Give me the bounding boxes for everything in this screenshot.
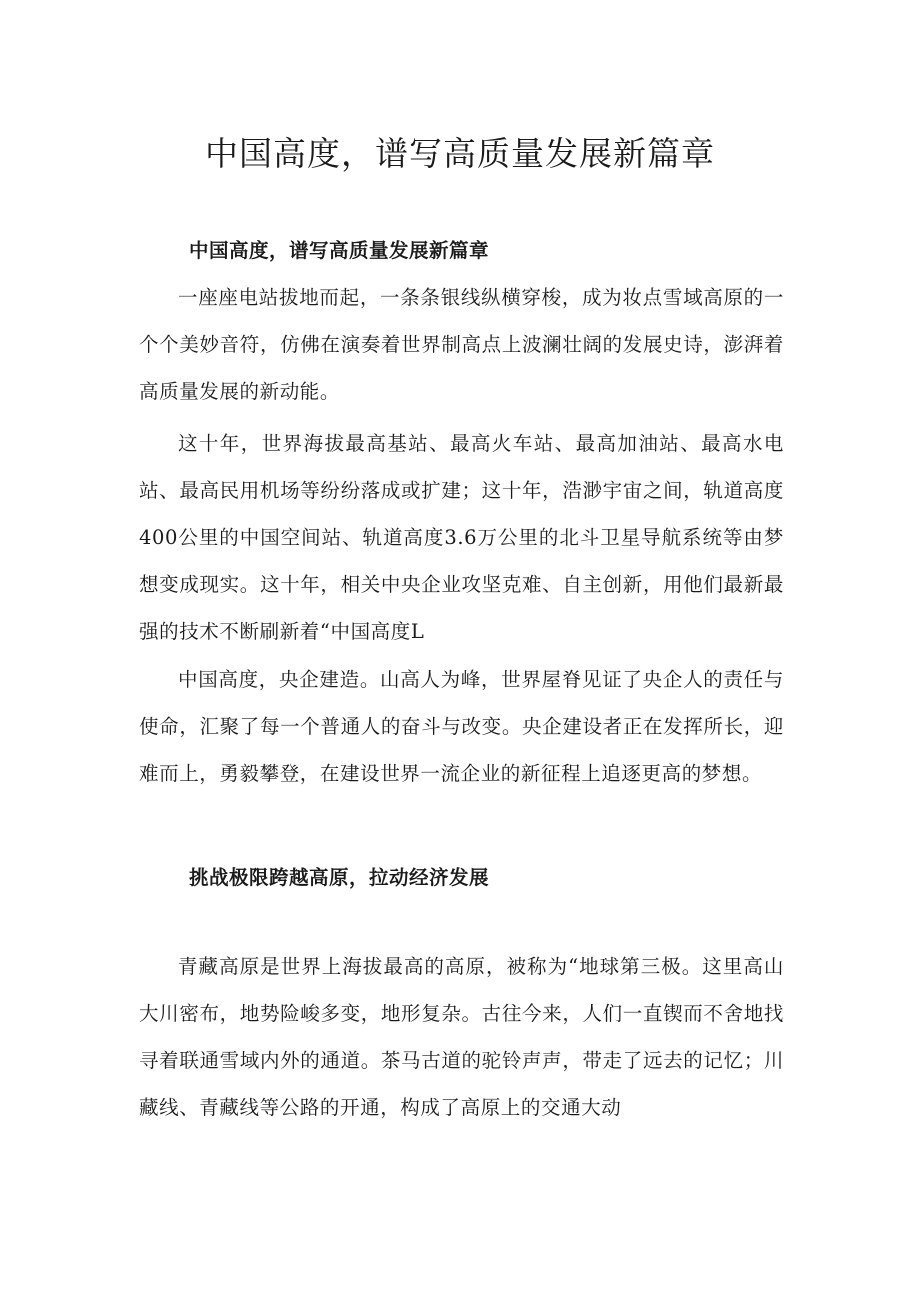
paragraph: 青藏高原是世界上海拔最高的高原，被称为“地球第三极。这里高山大川密布，地势险峻多变，地形复杂。古往今来，人们一直锲而不舍地找寻着联通雪域内外的通道。茶马古道的驼铃声声，带走了远去的记忆；川藏线、青藏线等公路的开通，构成了高原上的交通大动 [139,955,784,1119]
paragraph: 一座座电站拔地而起，一条条银线纵横穿梭，成为妆点雪域高原的一个个美妙音符，仿佛在演奏着世界制高点上波澜壮阔的发展史诗，澎湃着高质量发展的新动能。 [139,286,784,403]
section-heading: 挑战极限跨越高原，拉动经济发展 [189,866,490,889]
document-title: 中国高度，谱写高质量发展新篇章 [205,134,715,173]
section-heading: 中国高度，谱写高质量发展新篇章 [189,239,490,262]
paragraph: 中国高度，央企建造。山高人为峰，世界屋脊见证了央企人的责任与使命，汇聚了每一个普通人的奋斗与改变。央企建设者正在发挥所长，迎难而上，勇毅攀登，在建设世界一流企业的新征程上追逐更高的梦想。 [139,668,784,785]
paragraph: 这十年，世界海拔最高基站、最高火车站、最高加油站、最高水电站、最高民用机场等纷纷落成或扩建；这十年，浩渺宇宙之间，轨道高度400公里的中国空间站、轨道高度3.6万公里的北斗卫星导航系统等由梦想变成现实。这十年，相关中央企业攻坚克难、自主创新，用他们最新最强的技术不断刷新着“中国高度L [139,432,784,643]
